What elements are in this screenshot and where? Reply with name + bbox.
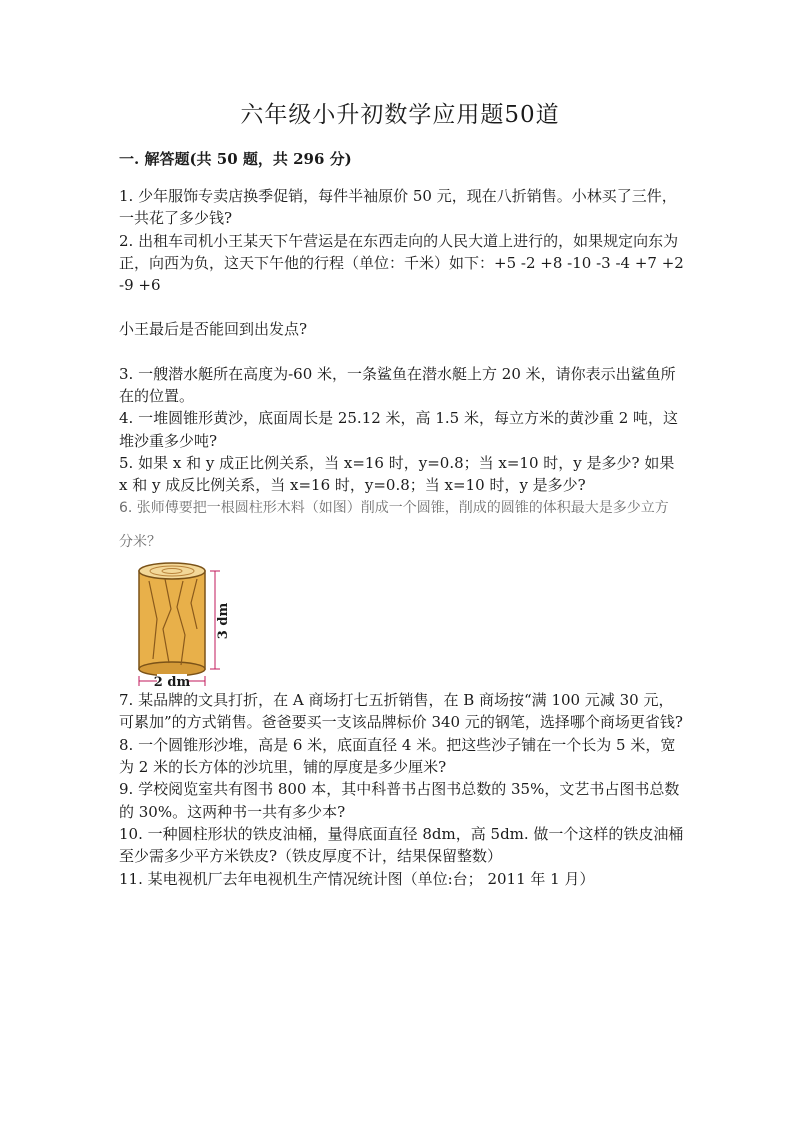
question-11: 11. 某电视机厂去年电视机生产情况统计图（单位:台； 2011 年 1 月） — [119, 869, 595, 888]
spacer — [119, 341, 684, 363]
height-label: 3 dm — [216, 602, 231, 640]
question-10: 10. 一种圆柱形状的铁皮油桶，量得底面直径 8dm，高 5dm. 做一个这样的铁皮油桶至少需多少平方米铁皮?（铁皮厚度不计，结果保留整数） — [119, 824, 684, 866]
log-top — [139, 563, 205, 579]
question-2-followup: 小王最后是否能回到出发点? — [119, 320, 308, 339]
question-7: 7. 某品牌的文具打折，在 A 商场打七五折销售，在 B 商场按“满 100 元减 30 元，可累加”的方式销售。爸爸要买一支该品牌标价 340 元的钢笔，选择哪个商场更省钱? — [119, 691, 683, 732]
log-bottom — [139, 662, 205, 676]
spacer — [119, 519, 684, 531]
page-title: 六年级小升初数学应用题50道 — [240, 102, 560, 128]
question-8: 8. 一个圆锥形沙堆，高是 6 米，底面直径 4 米。把这些沙子铺在一个长为 5 米，宽为 2 米的长方体的沙坑里，铺的厚度是多少厘米? — [119, 735, 676, 777]
question-6: 6. 张师傅要把一根圆柱形木料（如图）削成一个圆锥，削成的圆锥的体积最大是多少立方 — [119, 499, 669, 516]
question-9: 9. 学校阅览室共有图书 800 本，其中科普书占图书总数的 35%，文艺书占图书总数的 30%。这两种书一共有多少本? — [119, 780, 680, 821]
cylinder-log-figure — [127, 559, 237, 689]
question-2: 2. 出租车司机小王某天下午营运是在东西走向的人民大道上进行的，如果规定向东为正，向西为负，这天下午他的行程（单位：千米）如下：+5 -2 +8 -10 -3 -4 +7 +2 -9 +6 — [119, 231, 684, 295]
question-3: 3. 一艘潜水艇所在高度为-60 米，一条鲨鱼在潜水艇上方 20 米，请你表示出鲨鱼所在的位置。 — [119, 364, 676, 406]
question-4: 4. 一堆圆锥形黄沙，底面周长是 25.12 米，高 1.5 米，每立方米的黄沙重 2 吨，这堆沙重多少吨? — [119, 409, 679, 450]
question-list — [119, 185, 684, 890]
question-6-continued: 分米？ — [119, 533, 161, 550]
cylinder-log-illustration — [127, 559, 237, 689]
question-1: 1. 少年服饰专卖店换季促销，每件半袖原价 50 元，现在八折销售。小林买了三件，一共花了多少钱? — [119, 187, 677, 228]
section-heading: 一. 解答题(共 50 题，共 296 分) — [119, 150, 352, 168]
diameter-label: 2 dm — [153, 675, 191, 690]
spacer — [119, 296, 684, 318]
question-5: 5. 如果 x 和 y 成正比例关系，当 x=16 时，y=0.8；当 x=10 时，y 是多少? 如果 x 和 y 成反比例关系，当 x=16 时，y=0.8；当 x=10 时，y 是多少? — [119, 453, 675, 495]
